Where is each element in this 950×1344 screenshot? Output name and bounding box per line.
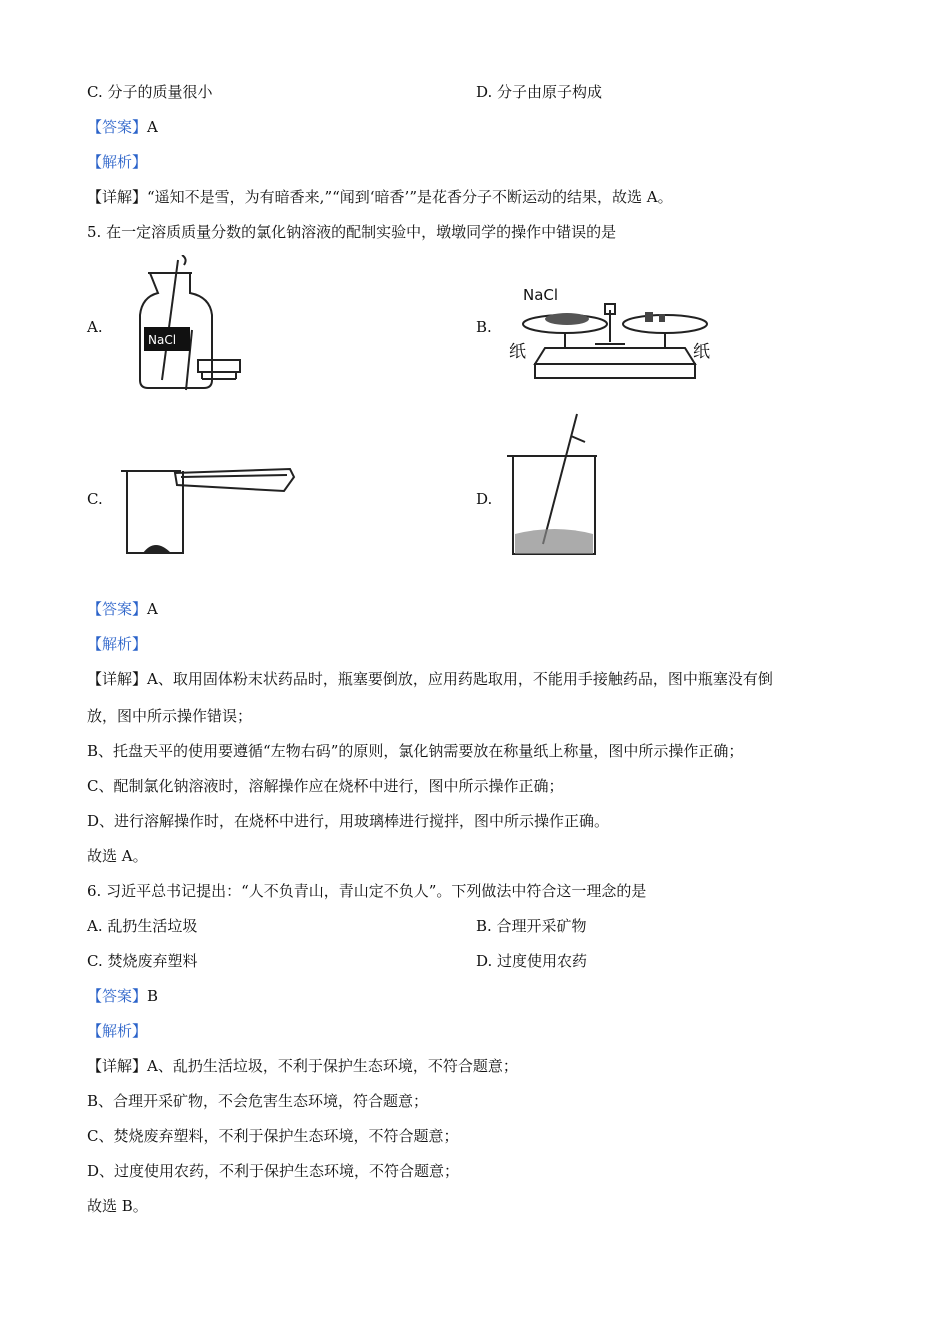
q6-conclusion: 故选 B。 (87, 1197, 148, 1215)
q4-answer (87, 117, 158, 137)
figure-c-pouring (115, 455, 300, 560)
q5-detail-d: D、进行溶解操作时，在烧杯中进行，用玻璃棒进行搅拌，图中所示操作正确。 (87, 812, 610, 830)
q5-answer (87, 599, 158, 619)
q6-detail-b: B、合理开采矿物，不会危害生态环境，符合题意； (87, 1092, 429, 1110)
q6-answer (87, 986, 158, 1006)
answer-value: B (147, 987, 159, 1005)
q5-detail-c: C、配制氯化钠溶液时，溶解操作应在烧杯中进行，图中所示操作正确； (87, 777, 564, 795)
answer-tag: 【答案】 (87, 600, 148, 618)
detail-text: “遥知不是雪，为有暗香来,”“闻到‘暗香’”是花香分子不断运动的结果，故选 A。 (147, 188, 673, 206)
q5-label-c: C. (87, 490, 103, 508)
q5-analysis-tag: 【解析】 (87, 635, 148, 653)
q6-option-c: C. 焚烧废弃塑料 (87, 952, 198, 970)
figure-a-label: NaCl (148, 333, 177, 347)
q5-detail-a-cont: 放，图中所示操作错误； (87, 707, 253, 725)
q4-option-c: C. 分子的质量很小 (87, 83, 213, 101)
detail-tag: 【详解】 (87, 670, 148, 688)
q6-detail-d: D、过度使用农药，不利于保护生态环境，不符合题意； (87, 1162, 460, 1180)
q4-analysis-tag: 【解析】 (87, 153, 148, 171)
q5-conclusion: 故选 A。 (87, 847, 148, 865)
figure-b-paper-left: 纸 (509, 342, 526, 362)
detail-text: A、取用固体粉末状药品时，瓶塞要倒放，应用药匙取用，不能用手接触药品，图中瓶塞没有倒 (147, 670, 773, 688)
q6-detail-a (87, 1056, 518, 1076)
detail-tag: 【详解】 (87, 1057, 148, 1075)
q5-detail-a (87, 669, 773, 689)
q6-option-b: B. 合理开采矿物 (476, 917, 587, 935)
q5-label-d: D. (476, 490, 493, 508)
q5-label-b: B. (476, 318, 492, 336)
answer-tag: 【答案】 (87, 987, 148, 1005)
q4-option-d: D. 分子由原子构成 (476, 83, 603, 101)
q4-detail (87, 187, 673, 207)
q6-detail-c: C、焚烧废弃塑料，不利于保护生态环境，不符合题意； (87, 1127, 459, 1145)
figure-b-balance (505, 282, 720, 387)
q5-detail-b: B、托盘天平的使用要遵循“左物右码”的原则，氯化钠需要放在称量纸上称量，图中所示操作正确； (87, 742, 744, 760)
q6-stem: 6. 习近平总书记提出：“人不负青山，青山定不负人”。下列做法中符合这一理念的是 (87, 882, 647, 900)
q6-option-a: A. 乱扔生活垃圾 (87, 917, 198, 935)
answer-tag: 【答案】 (87, 118, 148, 136)
figure-d-stirring (505, 412, 615, 560)
q6-option-d: D. 过度使用农药 (476, 952, 588, 970)
figure-b-paper-right: 纸 (693, 342, 710, 362)
q5-label-a: A. (87, 318, 103, 336)
figure-a-reagent-bottle (120, 255, 250, 395)
figure-b-label: NaCl (523, 286, 559, 304)
q6-analysis-tag: 【解析】 (87, 1022, 148, 1040)
answer-value: A (147, 600, 158, 618)
q5-stem: 5. 在一定溶质质量分数的氯化钠溶液的配制实验中，墩墩同学的操作中错误的是 (87, 223, 617, 241)
answer-value: A (147, 118, 158, 136)
detail-text: A、乱扔生活垃圾，不利于保护生态环境，不符合题意； (147, 1057, 518, 1075)
detail-tag: 【详解】 (87, 188, 148, 206)
